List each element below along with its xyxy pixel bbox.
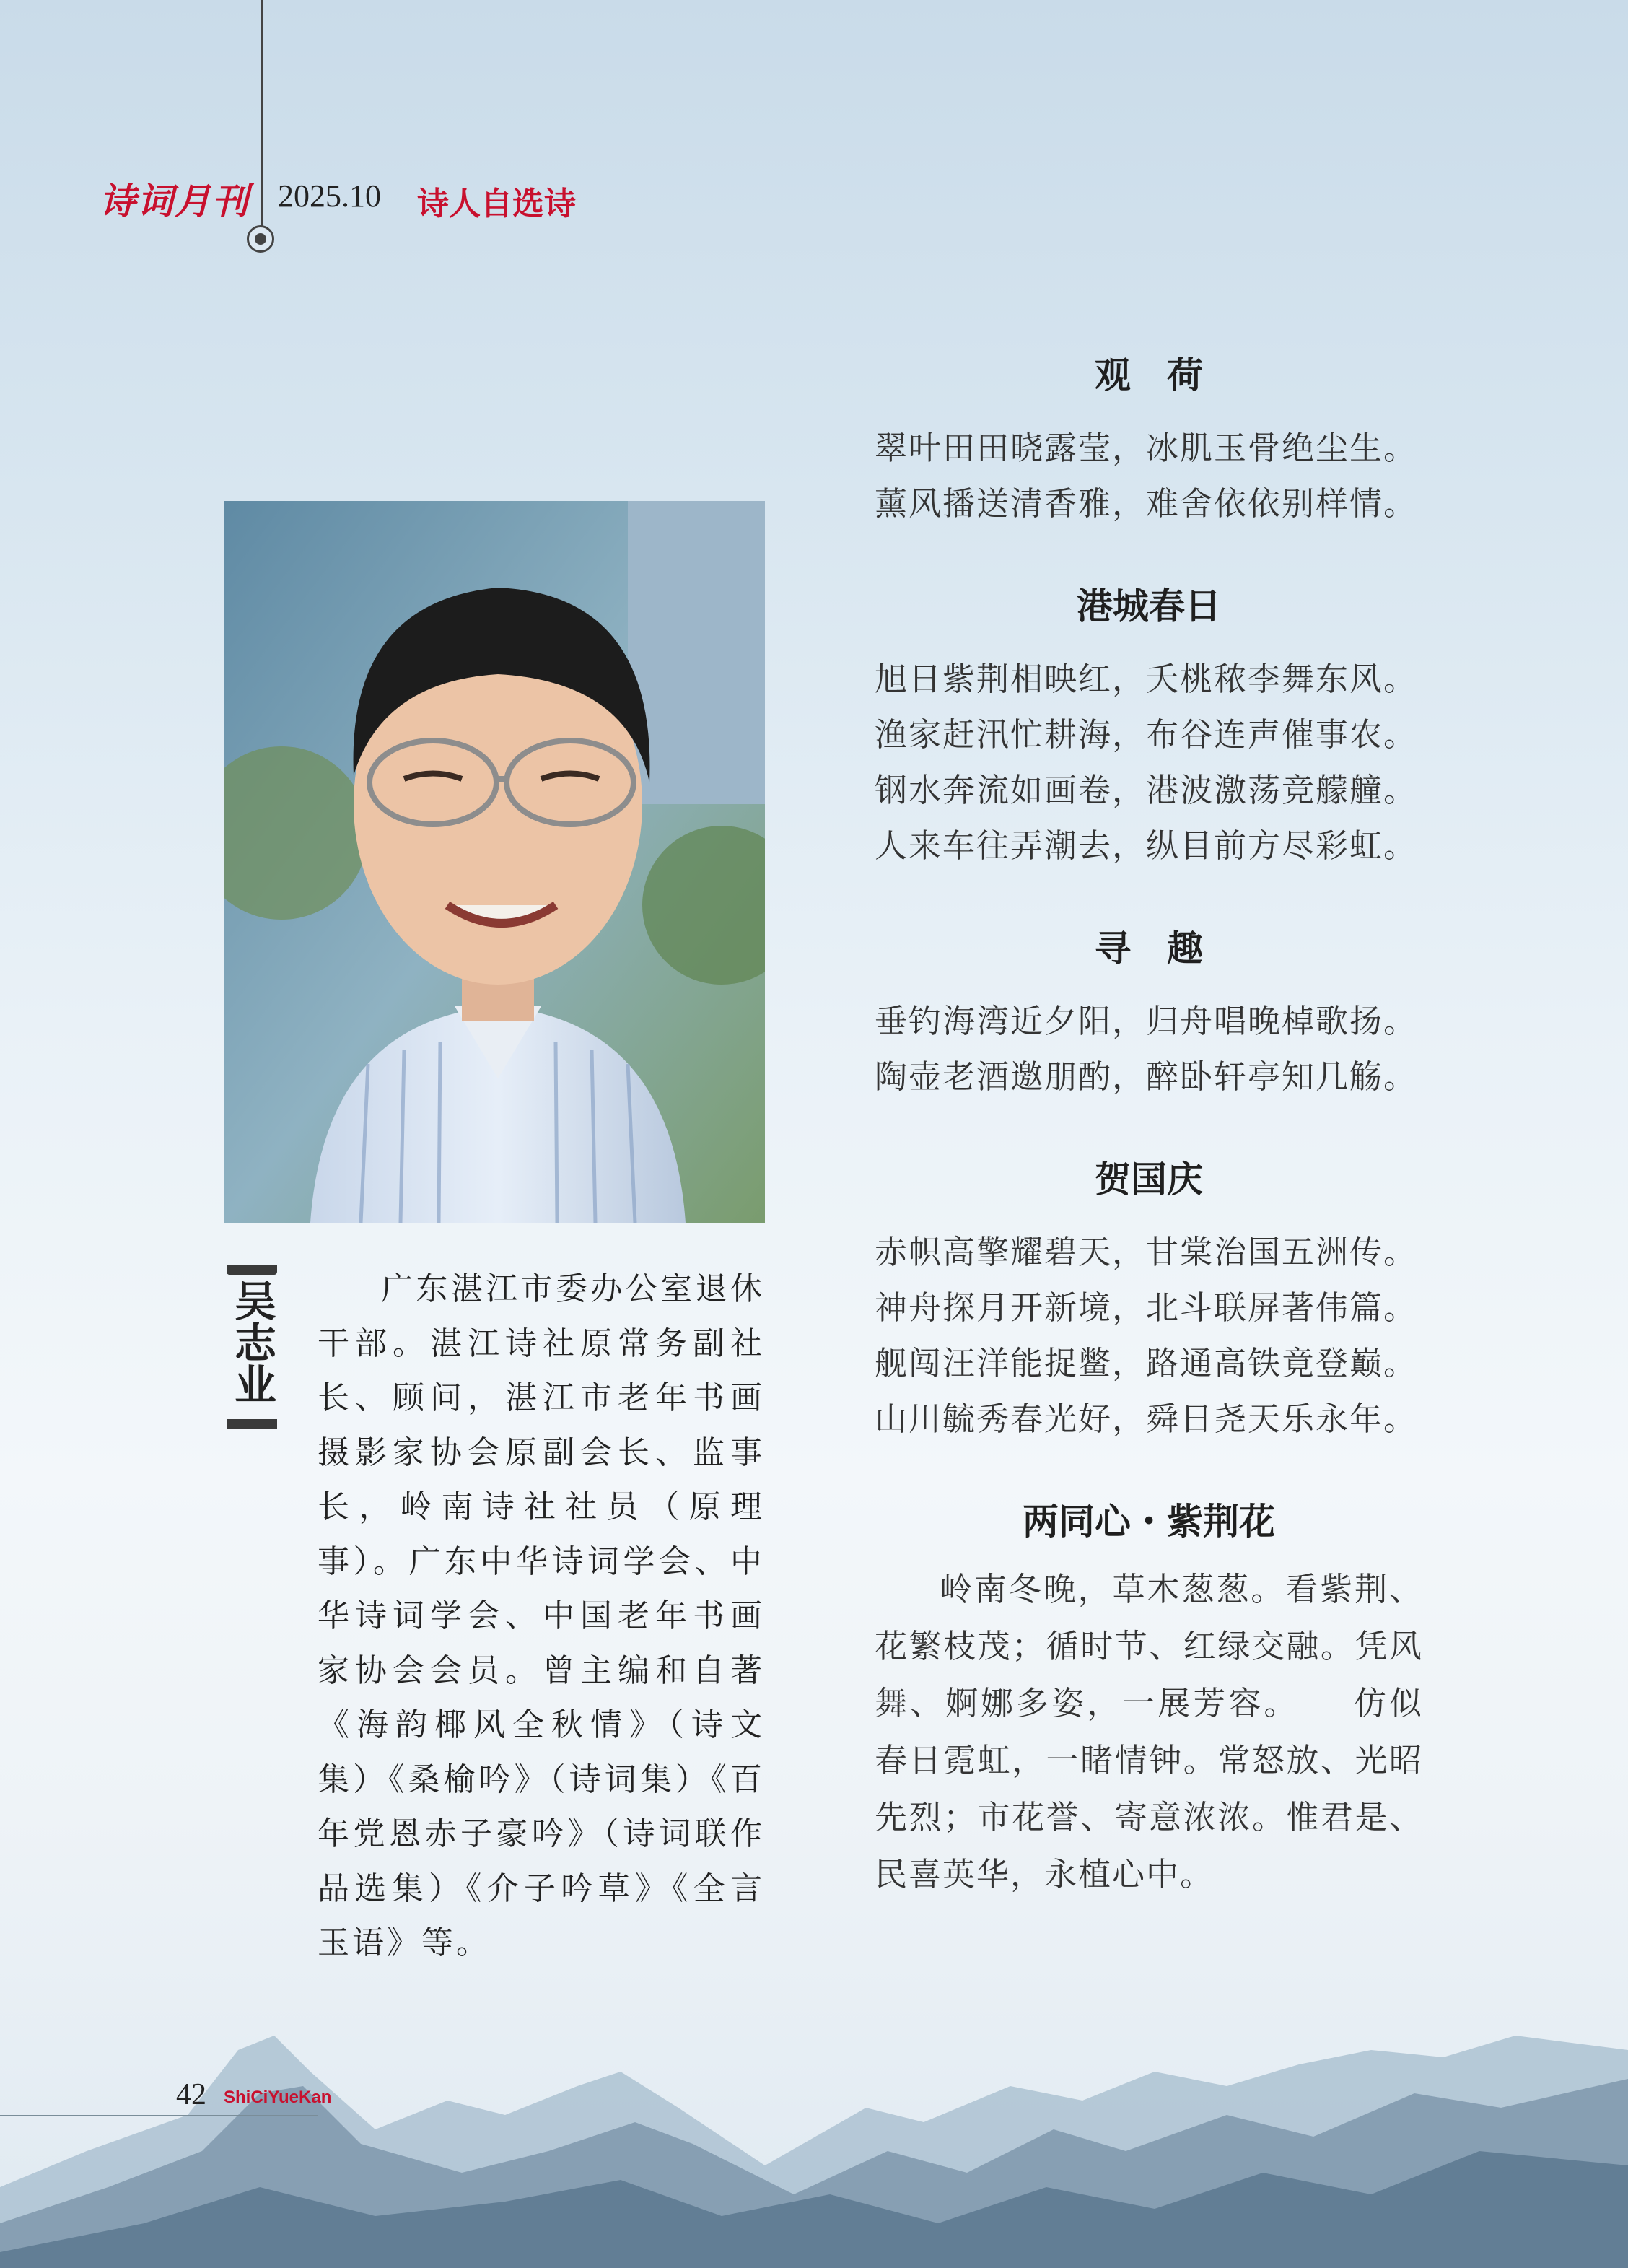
poem-line: 渔家赶汛忙耕海，布谷连声催事农。 <box>875 715 1418 754</box>
section-title: 诗人自选诗 <box>417 186 576 222</box>
poem <box>875 920 1423 1104</box>
footer-brand: ShiCiYueKan <box>224 2088 332 2107</box>
poem-line: 旭日紫荆相映红，夭桃秾李舞东风。 <box>875 660 1418 698</box>
name-bracket-bottom <box>227 1419 277 1429</box>
magazine-logo <box>100 173 250 224</box>
poem-title: 贺国庆 <box>1095 1158 1203 1200</box>
ci-title: 两同心・紫荆花 <box>1023 1500 1275 1543</box>
poem-line: 垂钓海湾近夕阳，归舟唱晚棹歌扬。 <box>875 1002 1418 1040</box>
mountain-landscape <box>0 2007 1628 2268</box>
poem-line: 神舟探月开新境，北斗联屏著伟篇。 <box>875 1288 1418 1327</box>
author-photo <box>224 501 765 1223</box>
poem-title: 寻 趣 <box>1095 927 1203 969</box>
name-bracket-top <box>227 1265 277 1275</box>
page-number: 42 <box>176 2078 206 2111</box>
poem <box>875 577 1423 873</box>
poem-line: 人来车往弄潮去，纵目前方尽彩虹。 <box>875 826 1418 865</box>
logo-text: 诗词月刊 <box>100 180 250 222</box>
poem-line: 赤帜高擎耀碧天，甘棠治国五洲传。 <box>875 1233 1418 1271</box>
poem-title: 观 荷 <box>1095 354 1203 396</box>
poems-column <box>875 346 1423 1903</box>
header-ornament <box>247 225 274 253</box>
poem-line: 钢水奔流如画卷，港波激荡竞艨艟。 <box>875 771 1418 809</box>
author-name: 吴志业 <box>227 1279 276 1405</box>
poem-line: 舰闯汪洋能捉鳖，路通高铁竟登巅。 <box>875 1344 1418 1382</box>
ci-text: 岭南冬晚，草木葱葱。看紫荆、花繁枝茂；循时节、红绿交融。凭风舞、婀娜多姿，一展芳容。 仿似春日霓虹，一睹情钟。常怒放、光昭先烈；市花誉、寄意浓浓。惟君是、民喜英华，永植心中。 <box>875 1570 1423 1893</box>
header-rule <box>261 0 263 232</box>
poem-title: 港城春日 <box>1077 585 1221 627</box>
author-name-box <box>227 1265 277 1429</box>
poem-line: 陶壶老酒邀朋酌，醉卧轩亭知几觞。 <box>875 1057 1418 1096</box>
poem-line: 山川毓秀春光好，舜日尧天乐永年。 <box>875 1400 1418 1438</box>
poem <box>875 1151 1423 1447</box>
author-bio: 广东湛江市委办公室退休干部。湛江诗社原常务副社长、顾问，湛江市老年书画摄影家协会原副会长、监事长，岭南诗社社员（原理事）。广东中华诗词学会、中华诗词学会、中国老年书画家协会会员。曾主编和自著《海韵椰风全秋情》（诗文集）《桑榆吟》（诗词集）《百年党恩赤子豪吟》（诗词联作品选集）《介子吟草》《全言玉语》等。 <box>318 1270 765 1961</box>
footer-rule <box>0 2115 318 2116</box>
poem <box>875 346 1423 531</box>
poem-line: 薰风播送清香雅，难舍依依别样情。 <box>875 484 1418 523</box>
poem-line: 翠叶田田晓露莹，冰肌玉骨绝尘生。 <box>875 429 1418 467</box>
ci-poem <box>875 1493 1423 1903</box>
issue-number: 2025.10 <box>278 178 381 214</box>
